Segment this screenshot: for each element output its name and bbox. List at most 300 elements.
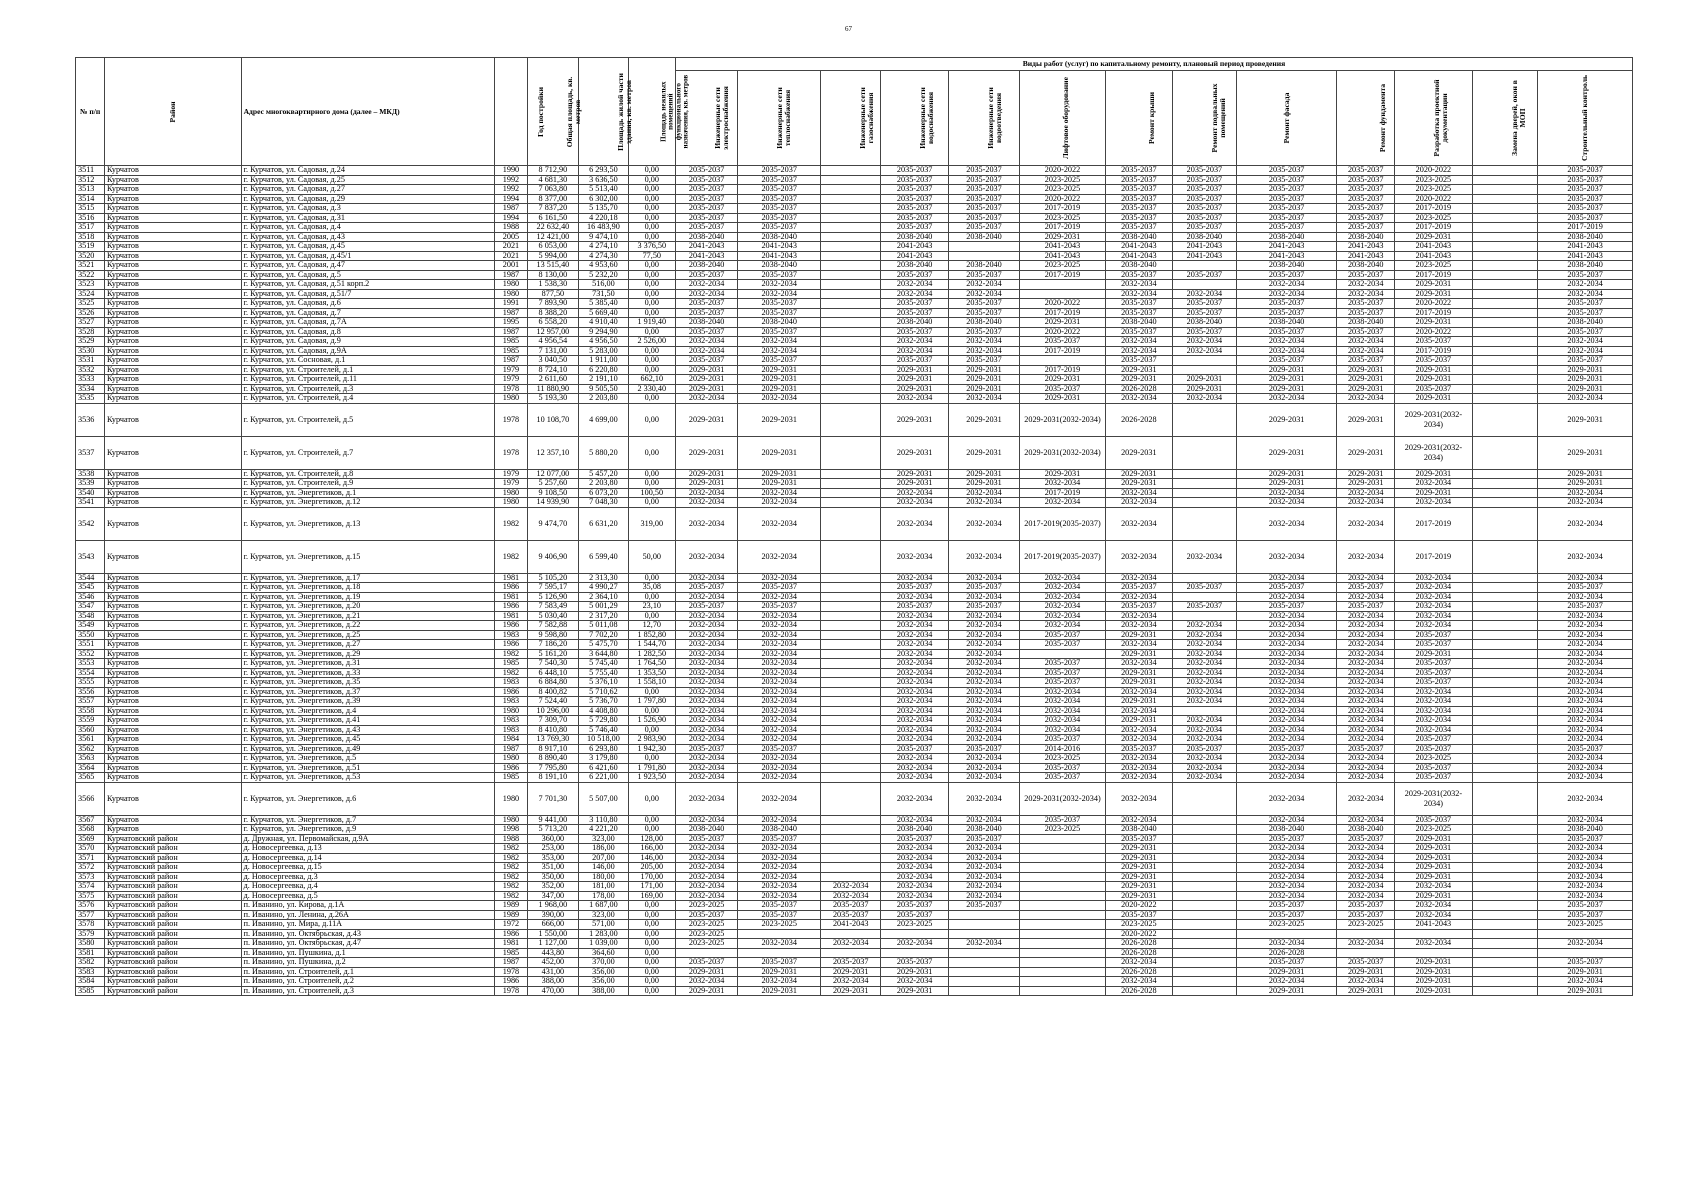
table-cell: 7 702,20 [579,630,628,640]
table-cell: 2032-2034 [1337,640,1395,650]
table-cell [1472,948,1538,958]
table-cell: 2032-2034 [1538,346,1633,356]
table-cell [1019,958,1105,968]
table-cell: г. Курчатов, ул. Садовая, д.25 [241,175,495,185]
table-cell: 5 507,00 [579,782,628,815]
table-cell: 2038-2040 [675,825,737,835]
table-cell: 2029-2031 [949,384,1020,394]
table-cell [1172,863,1237,873]
table-cell: г. Курчатов, ул. Энергетиков, д.53 [241,773,495,783]
table-cell: 2032-2034 [1105,815,1172,825]
table-cell: 2035-2037 [1172,223,1237,233]
table-cell: 2029-2031 [675,375,737,385]
table-cell [1472,735,1538,745]
table-cell: 2032-2034 [949,592,1020,602]
table-cell: 2029-2031 [1538,469,1633,479]
table-cell: 3527 [76,318,105,328]
table-cell: 2032-2034 [881,592,949,602]
table-cell: 1986 [495,621,527,631]
table-cell: 2035-2037 [738,166,821,176]
table-cell: 2032-2034 [1172,697,1237,707]
table-cell: 2032-2034 [1337,782,1395,815]
table-cell: 2035-2037 [738,327,821,337]
table-cell: 2032-2034 [821,891,881,901]
table-cell [821,697,881,707]
table-cell [821,602,881,612]
table-cell: 2032-2034 [1337,592,1395,602]
table-cell: 2032-2034 [1538,394,1633,404]
table-cell: 2029-2031 [1105,479,1172,489]
table-cell: 7 583,49 [527,602,579,612]
table-cell: 3563 [76,754,105,764]
table-cell: 2032-2034 [675,337,737,347]
table-cell [821,611,881,621]
table-cell: Курчатов [105,725,242,735]
table-cell: 1982 [495,882,527,892]
table-cell: 0,00 [628,725,675,735]
table-cell: 1986 [495,929,527,939]
table-cell: 2029-2031 [881,365,949,375]
table-cell: Курчатов [105,375,242,385]
table-row [76,185,1633,195]
table-cell: 2032-2034 [675,844,737,854]
table-cell [1472,687,1538,697]
table-cell: 3576 [76,901,105,911]
table-cell: 1 127,00 [527,939,579,949]
table-cell [1472,289,1538,299]
header-work: Ремонт фундамента [1337,71,1395,166]
table-cell: 2035-2037 [1019,763,1105,773]
table-cell: 0,00 [628,929,675,939]
table-cell: 2035-2037 [1538,327,1633,337]
table-cell [1472,706,1538,716]
table-cell: 2032-2034 [881,280,949,290]
table-cell: 2038-2040 [675,261,737,271]
table-cell: г. Курчатов, ул. Энергетиков, д.20 [241,602,495,612]
table-cell: 2026-2028 [1105,939,1172,949]
table-cell [821,232,881,242]
table-cell: 2032-2034 [1237,763,1337,773]
table-cell: 2020-2022 [1105,929,1172,939]
table-row [76,863,1633,873]
table-cell: 2038-2040 [738,825,821,835]
table-row [76,194,1633,204]
table-cell [821,668,881,678]
table-cell: 2029-2031 [1105,375,1172,385]
table-cell: 3542 [76,507,105,540]
table-cell: 2032-2034 [1172,659,1237,669]
table-cell: Курчатов [105,308,242,318]
table-cell: г. Курчатов, ул. Энергетиков, д.12 [241,498,495,508]
table-cell: 1982 [495,649,527,659]
table-cell: 3560 [76,725,105,735]
table-cell: д. Новосергеевка, д.15 [241,863,495,873]
table-cell [1172,920,1237,930]
table-cell: 2032-2034 [1172,649,1237,659]
table-row [76,251,1633,261]
table-cell: 2032-2034 [1237,337,1337,347]
table-cell: 2032-2034 [738,815,821,825]
table-cell: 2032-2034 [738,640,821,650]
table-cell [675,948,737,958]
table-cell: 2035-2037 [738,204,821,214]
table-cell: 2032-2034 [1105,782,1172,815]
table-cell: 2035-2037 [1337,194,1395,204]
table-cell [1237,929,1337,939]
table-cell [1538,929,1633,939]
table-cell: 2032-2034 [949,649,1020,659]
table-cell: 3569 [76,834,105,844]
table-cell: 2032-2034 [881,630,949,640]
table-cell: 2020-2022 [1395,327,1472,337]
table-cell: 178,00 [579,891,628,901]
table-cell: Курчатов [105,611,242,621]
table-cell: 2032-2034 [1395,939,1472,949]
table-cell: 2035-2037 [1237,834,1337,844]
table-cell: 2023-2025 [1538,920,1633,930]
table-row [76,204,1633,214]
table-cell: 1 797,80 [628,697,675,707]
table-cell: Курчатов [105,365,242,375]
table-cell: 2032-2034 [1105,337,1172,347]
table-cell [1172,469,1237,479]
table-cell: 2032-2034 [881,872,949,882]
table-cell: 2032-2034 [1172,754,1237,764]
table-cell: 2029-2031 [1019,375,1105,385]
table-cell: 1988 [495,223,527,233]
table-cell [821,479,881,489]
table-cell: 1987 [495,270,527,280]
table-cell: 2023-2025 [1019,213,1105,223]
table-cell: 2029-2031 [1395,853,1472,863]
table-cell: 2035-2037 [1172,194,1237,204]
table-cell: 1980 [495,782,527,815]
table-cell: 2035-2037 [1538,308,1633,318]
table-cell: 1983 [495,716,527,726]
table-cell: 2029-2031 [738,986,821,996]
table-cell: 2029-2031 [1337,967,1395,977]
table-cell: 2038-2040 [881,318,949,328]
table-cell: Курчатовский район [105,967,242,977]
table-cell: 2029-2031 [881,967,949,977]
table-cell: 2041-2043 [881,251,949,261]
table-cell: 2017-2019 [1395,308,1472,318]
table-cell: Курчатов [105,251,242,261]
table-cell: 2032-2034 [949,697,1020,707]
table-cell: 2032-2034 [1538,872,1633,882]
table-cell: 2032-2034 [738,725,821,735]
table-cell: Курчатовский район [105,891,242,901]
table-row [76,844,1633,854]
table-cell [949,967,1020,977]
table-cell: 10 518,00 [579,735,628,745]
table-cell: 2023-2025 [1337,920,1395,930]
table-cell: 2032-2034 [1337,687,1395,697]
table-cell: Курчатов [105,436,242,469]
table-cell: 2029-2031 [1337,986,1395,996]
table-cell [949,910,1020,920]
table-cell: г. Курчатов, ул. Садовая, д.3 [241,204,495,214]
table-cell: 2035-2037 [1538,185,1633,195]
table-cell [821,773,881,783]
table-cell: 5 030,40 [527,611,579,621]
table-cell: 2032-2034 [1337,939,1395,949]
table-cell: 2035-2037 [738,299,821,309]
table-cell: 1 538,30 [527,280,579,290]
table-cell: 2032-2034 [881,573,949,583]
table-cell: 2032-2034 [1105,540,1172,573]
table-cell: 2032-2034 [881,863,949,873]
table-cell: 2023-2025 [1395,261,1472,271]
table-cell [1472,232,1538,242]
table-cell: 0,00 [628,327,675,337]
table-cell: 2023-2025 [675,901,737,911]
table-cell: г. Курчатов, ул. Садовая, д.47 [241,261,495,271]
table-cell: 1984 [495,735,527,745]
table-cell: 2032-2034 [1105,592,1172,602]
header-work: Строительный контроль [1538,71,1633,166]
table-cell: 3522 [76,270,105,280]
table-cell: 0,00 [628,436,675,469]
table-cell: 323,00 [579,834,628,844]
table-cell: 2035-2037 [738,213,821,223]
table-cell: 2029-2031 [949,365,1020,375]
table-cell: 5 746,40 [579,725,628,735]
table-cell [1172,872,1237,882]
table-cell: 2035-2037 [949,356,1020,366]
table-cell: 2023-2025 [675,939,737,949]
table-row [76,834,1633,844]
table-cell: 5 011,08 [579,621,628,631]
table-cell [1172,853,1237,863]
table-cell [821,573,881,583]
table-row [76,948,1633,958]
table-cell: 0,00 [628,232,675,242]
table-cell: 2041-2043 [881,242,949,252]
table-cell: 2035-2037 [1337,270,1395,280]
table-cell [821,403,881,436]
table-cell [821,754,881,764]
table-cell: 2029-2031 [1105,436,1172,469]
table-cell: 2029-2031 [675,403,737,436]
table-cell: 2032-2034 [1538,507,1633,540]
table-cell: 2032-2034 [738,697,821,707]
table-cell: 3534 [76,384,105,394]
table-row [76,706,1633,716]
table-cell: 2038-2040 [1538,232,1633,242]
table-cell [1472,630,1538,640]
table-cell: 2029-2031 [1337,375,1395,385]
table-cell: 2017-2019 [1019,223,1105,233]
table-cell: 6 421,60 [579,763,628,773]
table-cell: 2035-2037 [1337,602,1395,612]
table-cell: 1 923,50 [628,773,675,783]
table-cell [1172,939,1237,949]
table-cell: 2035-2037 [1395,678,1472,688]
table-cell: Курчатов [105,346,242,356]
table-cell: 2032-2034 [738,754,821,764]
table-cell: 2035-2037 [949,834,1020,844]
table-cell: 2035-2037 [1105,175,1172,185]
table-cell [1472,573,1538,583]
table-row [76,716,1633,726]
table-cell [1395,929,1472,939]
table-cell: 0,00 [628,706,675,716]
table-cell: 2035-2037 [675,958,737,968]
table-row [76,479,1633,489]
table-cell: 2035-2037 [949,270,1020,280]
table-cell: г. Курчатов, ул. Энергетиков, д.13 [241,507,495,540]
table-cell: 6 302,00 [579,194,628,204]
table-cell [1472,540,1538,573]
table-cell: 2023-2025 [1395,825,1472,835]
table-cell: 1985 [495,948,527,958]
table-cell: 2032-2034 [1538,640,1633,650]
table-cell: г. Курчатов, ул. Энергетиков, д.15 [241,540,495,573]
table-cell: д. Новосергеевка, д.3 [241,872,495,882]
table-cell [821,280,881,290]
table-cell: 666,00 [527,920,579,930]
table-cell: 2041-2043 [738,251,821,261]
table-cell: 1978 [495,403,527,436]
table-cell: 2032-2034 [738,649,821,659]
table-cell: 2032-2034 [1337,697,1395,707]
table-cell: 2032-2034 [1172,640,1237,650]
table-cell: Курчатов [105,327,242,337]
table-cell: Курчатов [105,649,242,659]
table-cell: г. Курчатов, ул. Энергетиков, д.22 [241,621,495,631]
table-cell [949,242,1020,252]
table-row [76,725,1633,735]
table-cell: 2032-2034 [1237,394,1337,404]
table-cell: 16 483,90 [579,223,628,233]
table-cell [1172,479,1237,489]
table-cell: 2035-2037 [738,185,821,195]
table-cell: 2029-2031 [1337,365,1395,375]
table-cell: 2035-2037 [1337,308,1395,318]
table-cell: 2029-2031(2032-2034) [1019,403,1105,436]
table-cell: 1987 [495,958,527,968]
table-cell: 516,00 [579,280,628,290]
table-cell: 2038-2040 [675,318,737,328]
table-cell: 1986 [495,977,527,987]
table-cell: 2017-2019 [1395,223,1472,233]
table-cell: 2032-2034 [1237,592,1337,602]
table-cell: 0,00 [628,939,675,949]
table-cell: 2041-2043 [675,242,737,252]
table-cell: 2038-2040 [949,825,1020,835]
table-cell: 8 191,10 [527,773,579,783]
table-cell [1172,592,1237,602]
table-cell: 2029-2031 [1538,384,1633,394]
table-cell: 2032-2034 [675,678,737,688]
table-cell: 5 755,40 [579,668,628,678]
table-row [76,967,1633,977]
table-cell: 2035-2037 [675,185,737,195]
table-cell [821,687,881,697]
table-cell: 2035-2037 [738,356,821,366]
table-row [76,318,1633,328]
table-cell: 390,00 [527,910,579,920]
table-cell: 2029-2031 [949,436,1020,469]
table-cell: 2035-2037 [1172,213,1237,223]
table-cell: 2035-2037 [1237,223,1337,233]
table-cell [1019,872,1105,882]
table-cell: 2035-2037 [1237,299,1337,309]
table-cell: 3558 [76,706,105,716]
table-cell: 2032-2034 [1237,844,1337,854]
header-work: Инженерные сети газоснабжения [821,71,881,166]
table-cell: 2035-2037 [881,213,949,223]
table-cell: 5 232,20 [579,270,628,280]
table-cell: 2032-2034 [1237,346,1337,356]
table-cell: 2035-2037 [1172,270,1237,280]
table-row [76,882,1633,892]
table-cell [1472,375,1538,385]
table-cell: 0,00 [628,592,675,602]
table-cell: 2041-2043 [1172,242,1237,252]
table-cell: 2029-2031 [1237,403,1337,436]
table-cell: 2032-2034 [1337,853,1395,863]
table-cell: 2032-2034 [1237,280,1337,290]
table-cell [1019,967,1105,977]
table-cell: 2 330,40 [628,384,675,394]
table-cell: 2029-2031(2032-2034) [1019,436,1105,469]
table-cell [1172,611,1237,621]
table-cell: 3550 [76,630,105,640]
header-work: Ремонт крыши [1105,71,1172,166]
table-cell: 2029-2031 [1395,289,1472,299]
table-cell: Курчатов [105,706,242,716]
table-cell: 2032-2034 [1237,640,1337,650]
table-cell: 3515 [76,204,105,214]
table-cell: г. Курчатов, ул. Садовая, д.9А [241,346,495,356]
table-cell: 2032-2034 [1105,640,1172,650]
table-cell: 2032-2034 [1172,687,1237,697]
table-cell: 2032-2034 [949,573,1020,583]
table-cell: 2029-2031 [881,986,949,996]
table-cell: 2032-2034 [1538,939,1633,949]
table-cell: 2032-2034 [1105,958,1172,968]
table-cell: 0,00 [628,223,675,233]
table-cell: 2017-2019 [1019,488,1105,498]
table-cell: 2032-2034 [1538,882,1633,892]
table-cell: 13 769,30 [527,735,579,745]
table-cell: 2032-2034 [1395,882,1472,892]
table-cell: г. Курчатов, ул. Садовая, д.7 [241,308,495,318]
table-cell: 2029-2031 [1237,967,1337,977]
table-cell: 0,00 [628,754,675,764]
table-cell [1472,194,1538,204]
table-cell [1019,977,1105,987]
table-cell: 2029-2031 [738,469,821,479]
table-cell: 2035-2037 [1395,744,1472,754]
table-cell: 2032-2034 [1105,488,1172,498]
header-living-area: Площадь жилой части здания, кв. метров [579,58,628,166]
table-cell: 2023-2025 [1395,185,1472,195]
table-cell: 2032-2034 [675,872,737,882]
table-cell: 6 073,20 [579,488,628,498]
table-cell: 2035-2037 [738,834,821,844]
table-cell: 2029-2031 [1337,403,1395,436]
table-cell: 23,10 [628,602,675,612]
table-cell: 5 713,20 [527,825,579,835]
table-cell: Курчатов [105,668,242,678]
table-cell: Курчатов [105,773,242,783]
table-cell: 2032-2034 [1538,649,1633,659]
table-cell: 2032-2034 [675,725,737,735]
table-cell: 5 105,20 [527,573,579,583]
